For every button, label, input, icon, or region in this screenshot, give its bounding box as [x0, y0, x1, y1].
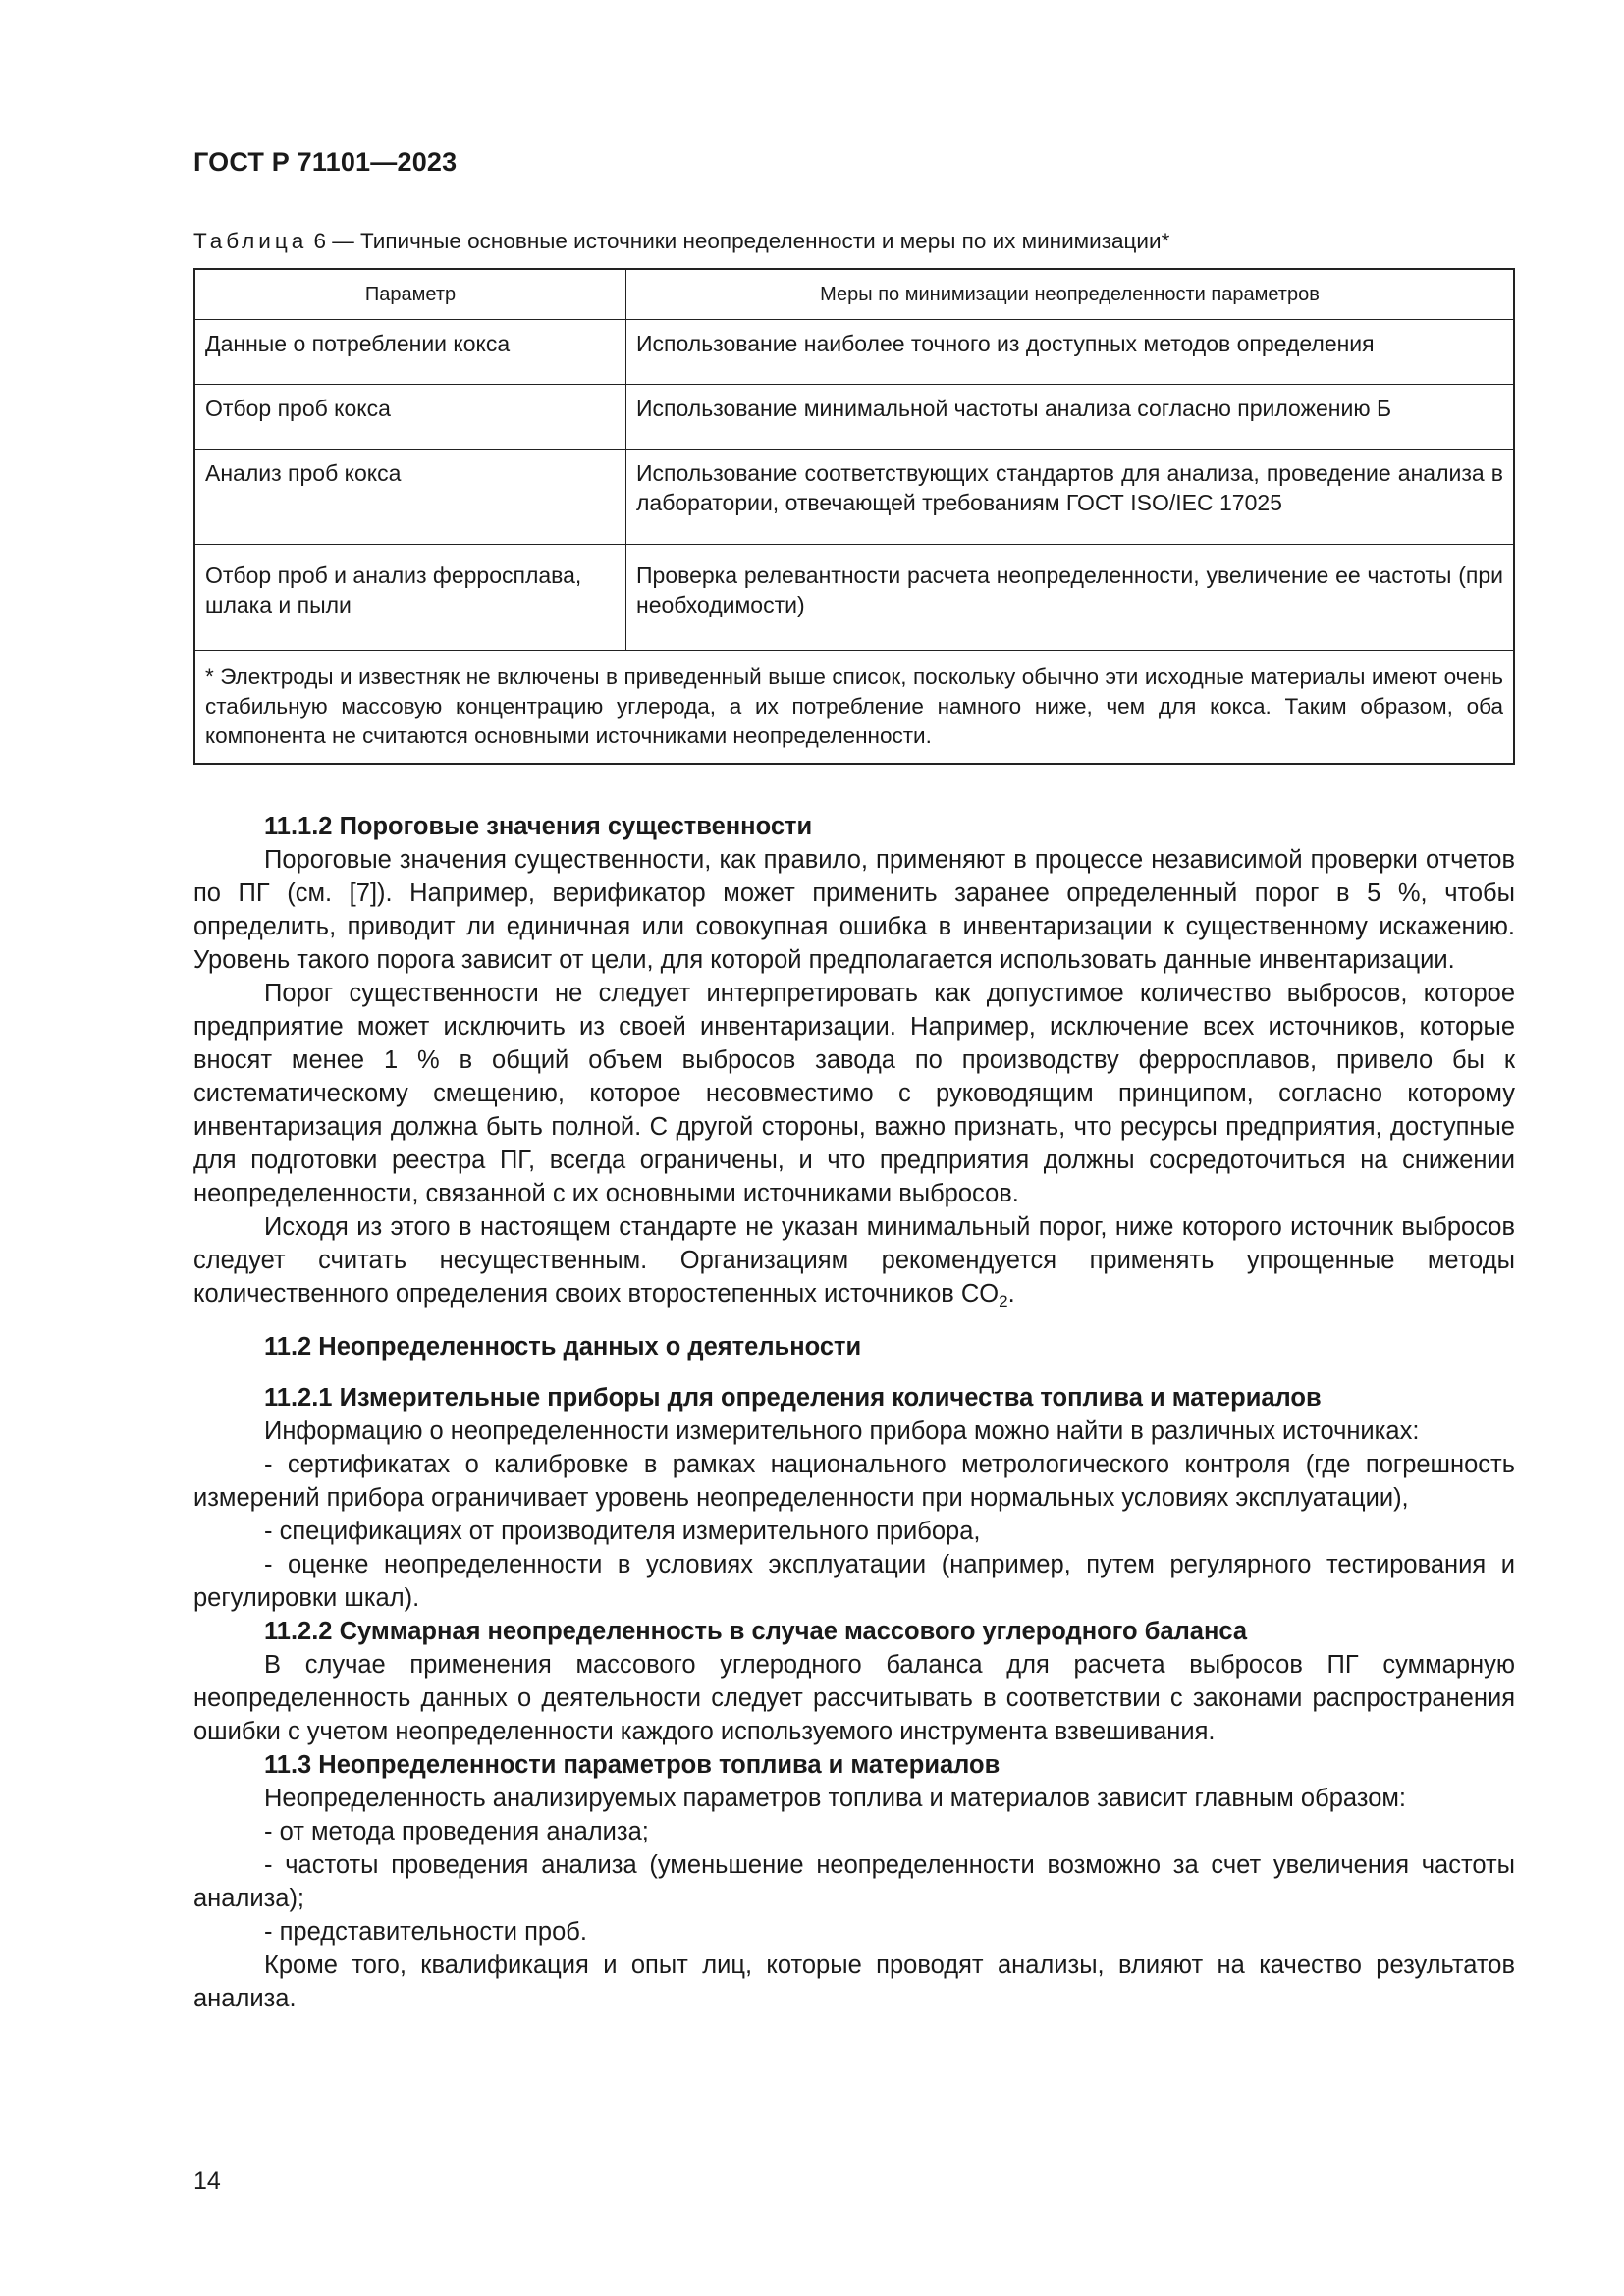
table-cell: Отбор проб кокса	[194, 385, 626, 450]
table-cell: Отбор проб и анализ ферросплава, шлака и пыли	[194, 545, 626, 651]
subscript: 2	[999, 1292, 1008, 1310]
paragraph-text: Исходя из этого в настоящем стандарте не указан минимальный порог, ниже которого источник выбросов следует считать несущественным. Организациям рекомендуется применять упрощенные методы количественного определения своих второстепенных источников CO	[193, 1213, 1515, 1308]
paragraph: В случае применения массового углеродного баланса для расчета выбросов ПГ суммарную неопределенность данных о деятельности следует рассчитывать в соответствии с законами распространения ошибки с учетом неопределенности каждого используемого инструмента взвешивания.	[193, 1651, 1515, 1745]
table-header-parameter: Параметр	[194, 269, 626, 320]
paragraph: Информацию о неопределенности измерительного прибора можно найти в различных источниках:	[264, 1417, 1420, 1445]
document-page	[193, 147, 1515, 2015]
list-item: - оценке неопределенности в условиях эксплуатации (например, путем регулярного тестирования и регулировки шкал).	[193, 1551, 1515, 1612]
section-heading-11-2: 11.2 Неопределенность данных о деятельности	[264, 1333, 862, 1361]
table-caption-text: 6 — Типичные основные источники неопределенности и меры по их минимизации*	[307, 229, 1170, 253]
list-item: - от метода проведения анализа;	[264, 1818, 649, 1845]
table-footnote: * Электроды и известняк не включены в приведенный выше список, поскольку обычно эти исходные материалы имеют очень стабильную массовую концентрацию углерода, а их потребление намного ниже, чем для кокса. Таким образом, оба компонента не считаются основными источниками неопределенности.	[194, 651, 1514, 765]
paragraph: Пороговые значения существенности, как правило, применяют в процессе независимой проверки отчетов по ПГ (см. [7]). Например, верификатор может применить заранее определенный порог в 5 %, чтобы определить, приводит ли единичная или совокупная ошибка в инвентаризации к существенному искажению. Уровень такого порога зависит от цели, для которой предполагается использовать данные инвентаризации.	[193, 846, 1515, 974]
table-cell: Анализ проб кокса	[194, 450, 626, 545]
table-caption	[193, 229, 1515, 254]
paragraph: Порог существенности не следует интерпретировать как допустимое количество выбросов, которое предприятие может исключить из своей инвентаризации. Например, исключение всех источников, которые вносят менее 1 % в общий объем выбросов завода по производству ферросплавов, привело бы к систематическому смещению, которое несовместимо с руководящим принципом, согласно которому инвентаризация должна быть полной. С другой стороны, важно признать, что ресурсы предприятия, доступные для подготовки реестра ПГ, всегда ограничены, и что предприятия должны сосредоточиться на снижении неопределенности, связанной с их основными источниками выбросов.	[193, 980, 1515, 1207]
list-item: - частоты проведения анализа (уменьшение неопределенности возможно за счет увеличения частоты анализа);	[193, 1851, 1515, 1912]
paragraph: Неопределенность анализируемых параметров топлива и материалов зависит главным образом:	[264, 1785, 1406, 1812]
table-caption-prefix: Таблица	[193, 229, 308, 253]
section-heading-11-2-1: 11.2.1 Измерительные приборы для определения количества топлива и материалов	[264, 1384, 1322, 1412]
list-item: - представительности проб.	[264, 1918, 587, 1946]
section-heading-11-1-2: 11.1.2 Пороговые значения существенности	[264, 813, 813, 840]
uncertainty-table	[193, 268, 1515, 765]
table-cell: Использование соответствующих стандартов для анализа, проведение анализа в лаборатории, отвечающей требованиям ГОСТ ISO/IEC 17025	[626, 450, 1515, 545]
page-number: 14	[193, 2167, 221, 2195]
table-header-measures: Меры по минимизации неопределенности параметров	[626, 269, 1515, 320]
table-cell: Использование наиболее точного из доступных методов определения	[626, 320, 1515, 385]
section-heading-11-3: 11.3 Неопределенности параметров топлива и материалов	[264, 1751, 1001, 1779]
table-row	[194, 385, 1514, 450]
paragraph: Кроме того, квалификация и опыт лиц, которые проводят анализы, влияют на качество результатов анализа.	[193, 1951, 1515, 2012]
table-cell: Проверка релевантности расчета неопределенности, увеличение ее частоты (при необходимости)	[626, 545, 1515, 651]
table-cell: Использование минимальной частоты анализа согласно приложению Б	[626, 385, 1515, 450]
paragraph	[193, 1210, 1515, 1310]
list-item: - сертификатах о калибровке в рамках национального метрологического контроля (где погрешность измерений прибора ограничивает уровень неопределенности при нормальных условиях эксплуатации),	[193, 1451, 1515, 1512]
list-item: - спецификациях от производителя измерительного прибора,	[264, 1518, 981, 1545]
paragraph-end: .	[1007, 1280, 1015, 1308]
table-row	[194, 450, 1514, 545]
table-row	[194, 545, 1514, 651]
section-heading-11-2-2: 11.2.2 Суммарная неопределенность в случае массового углеродного баланса	[264, 1618, 1248, 1645]
document-header: ГОСТ Р 71101—2023	[193, 147, 458, 177]
table-footnote-row	[194, 651, 1514, 765]
table-cell: Данные о потреблении кокса	[194, 320, 626, 385]
body-text	[193, 810, 1515, 2015]
table-row	[194, 320, 1514, 385]
